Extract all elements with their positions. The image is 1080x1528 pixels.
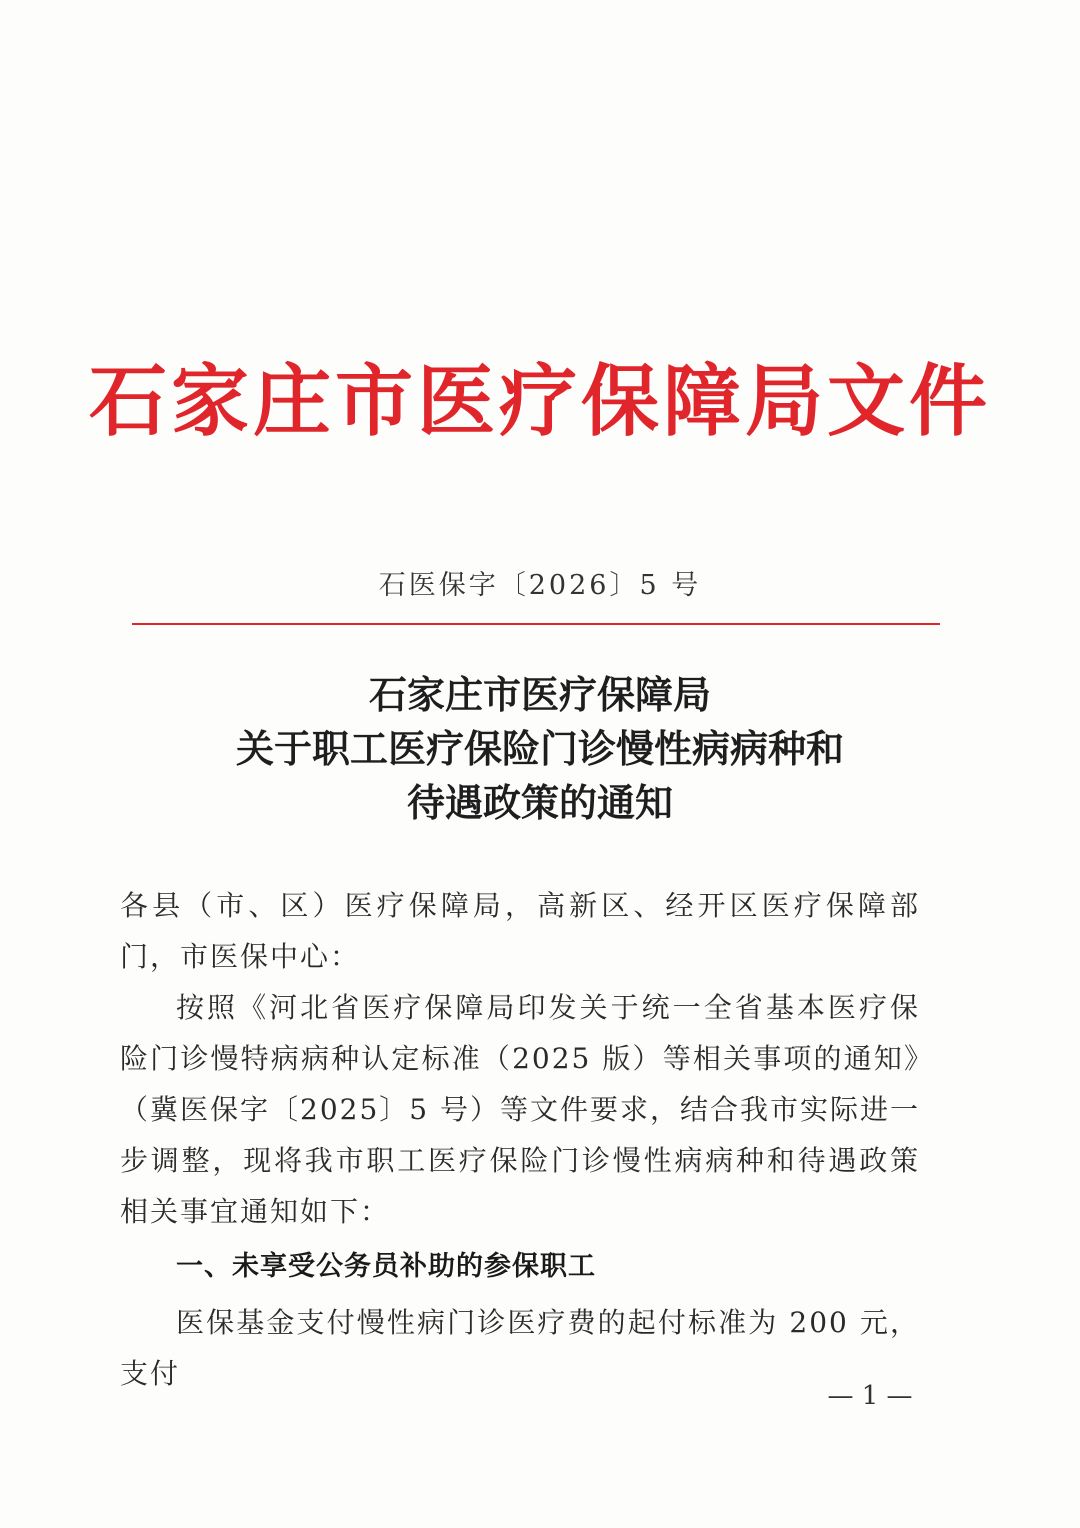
notice-title-line-2: 关于职工医疗保险门诊慢性病病种和	[235, 726, 844, 771]
notice-title-line-1: 石家庄市医疗保障局	[368, 672, 711, 717]
document-header-title: 石家庄市医疗保障局文件	[88, 356, 991, 447]
section-heading-1: 一、未享受公务员补助的参保职工	[176, 1251, 596, 1282]
page-number: — 1 —	[827, 1381, 913, 1411]
red-separator-line	[132, 623, 940, 625]
document-number: 石医保字〔2026〕5 号	[378, 570, 702, 601]
section-1-text: 医保基金支付慢性病门诊医疗费的起付标准为 200 元，支付	[120, 1306, 920, 1390]
document-body	[120, 880, 920, 1399]
body-paragraph-1: 按照《河北省医疗保障局印发关于统一全省基本医疗保险门诊慢特病病种认定标准（2025 版）等相关事项的通知》（冀医保字〔2025〕5 号）等文件要求，结合我市实际进一步调整，现将我市职工医疗保险门诊慢性病病种和待遇政策相关事宜通知如下：	[120, 991, 920, 1228]
notice-title-line-3: 待遇政策的通知	[406, 780, 673, 825]
addressee: 各县（市、区）医疗保障局，高新区、经开区医疗保障部门，市医保中心：	[120, 889, 920, 973]
notice-title	[0, 668, 1080, 830]
